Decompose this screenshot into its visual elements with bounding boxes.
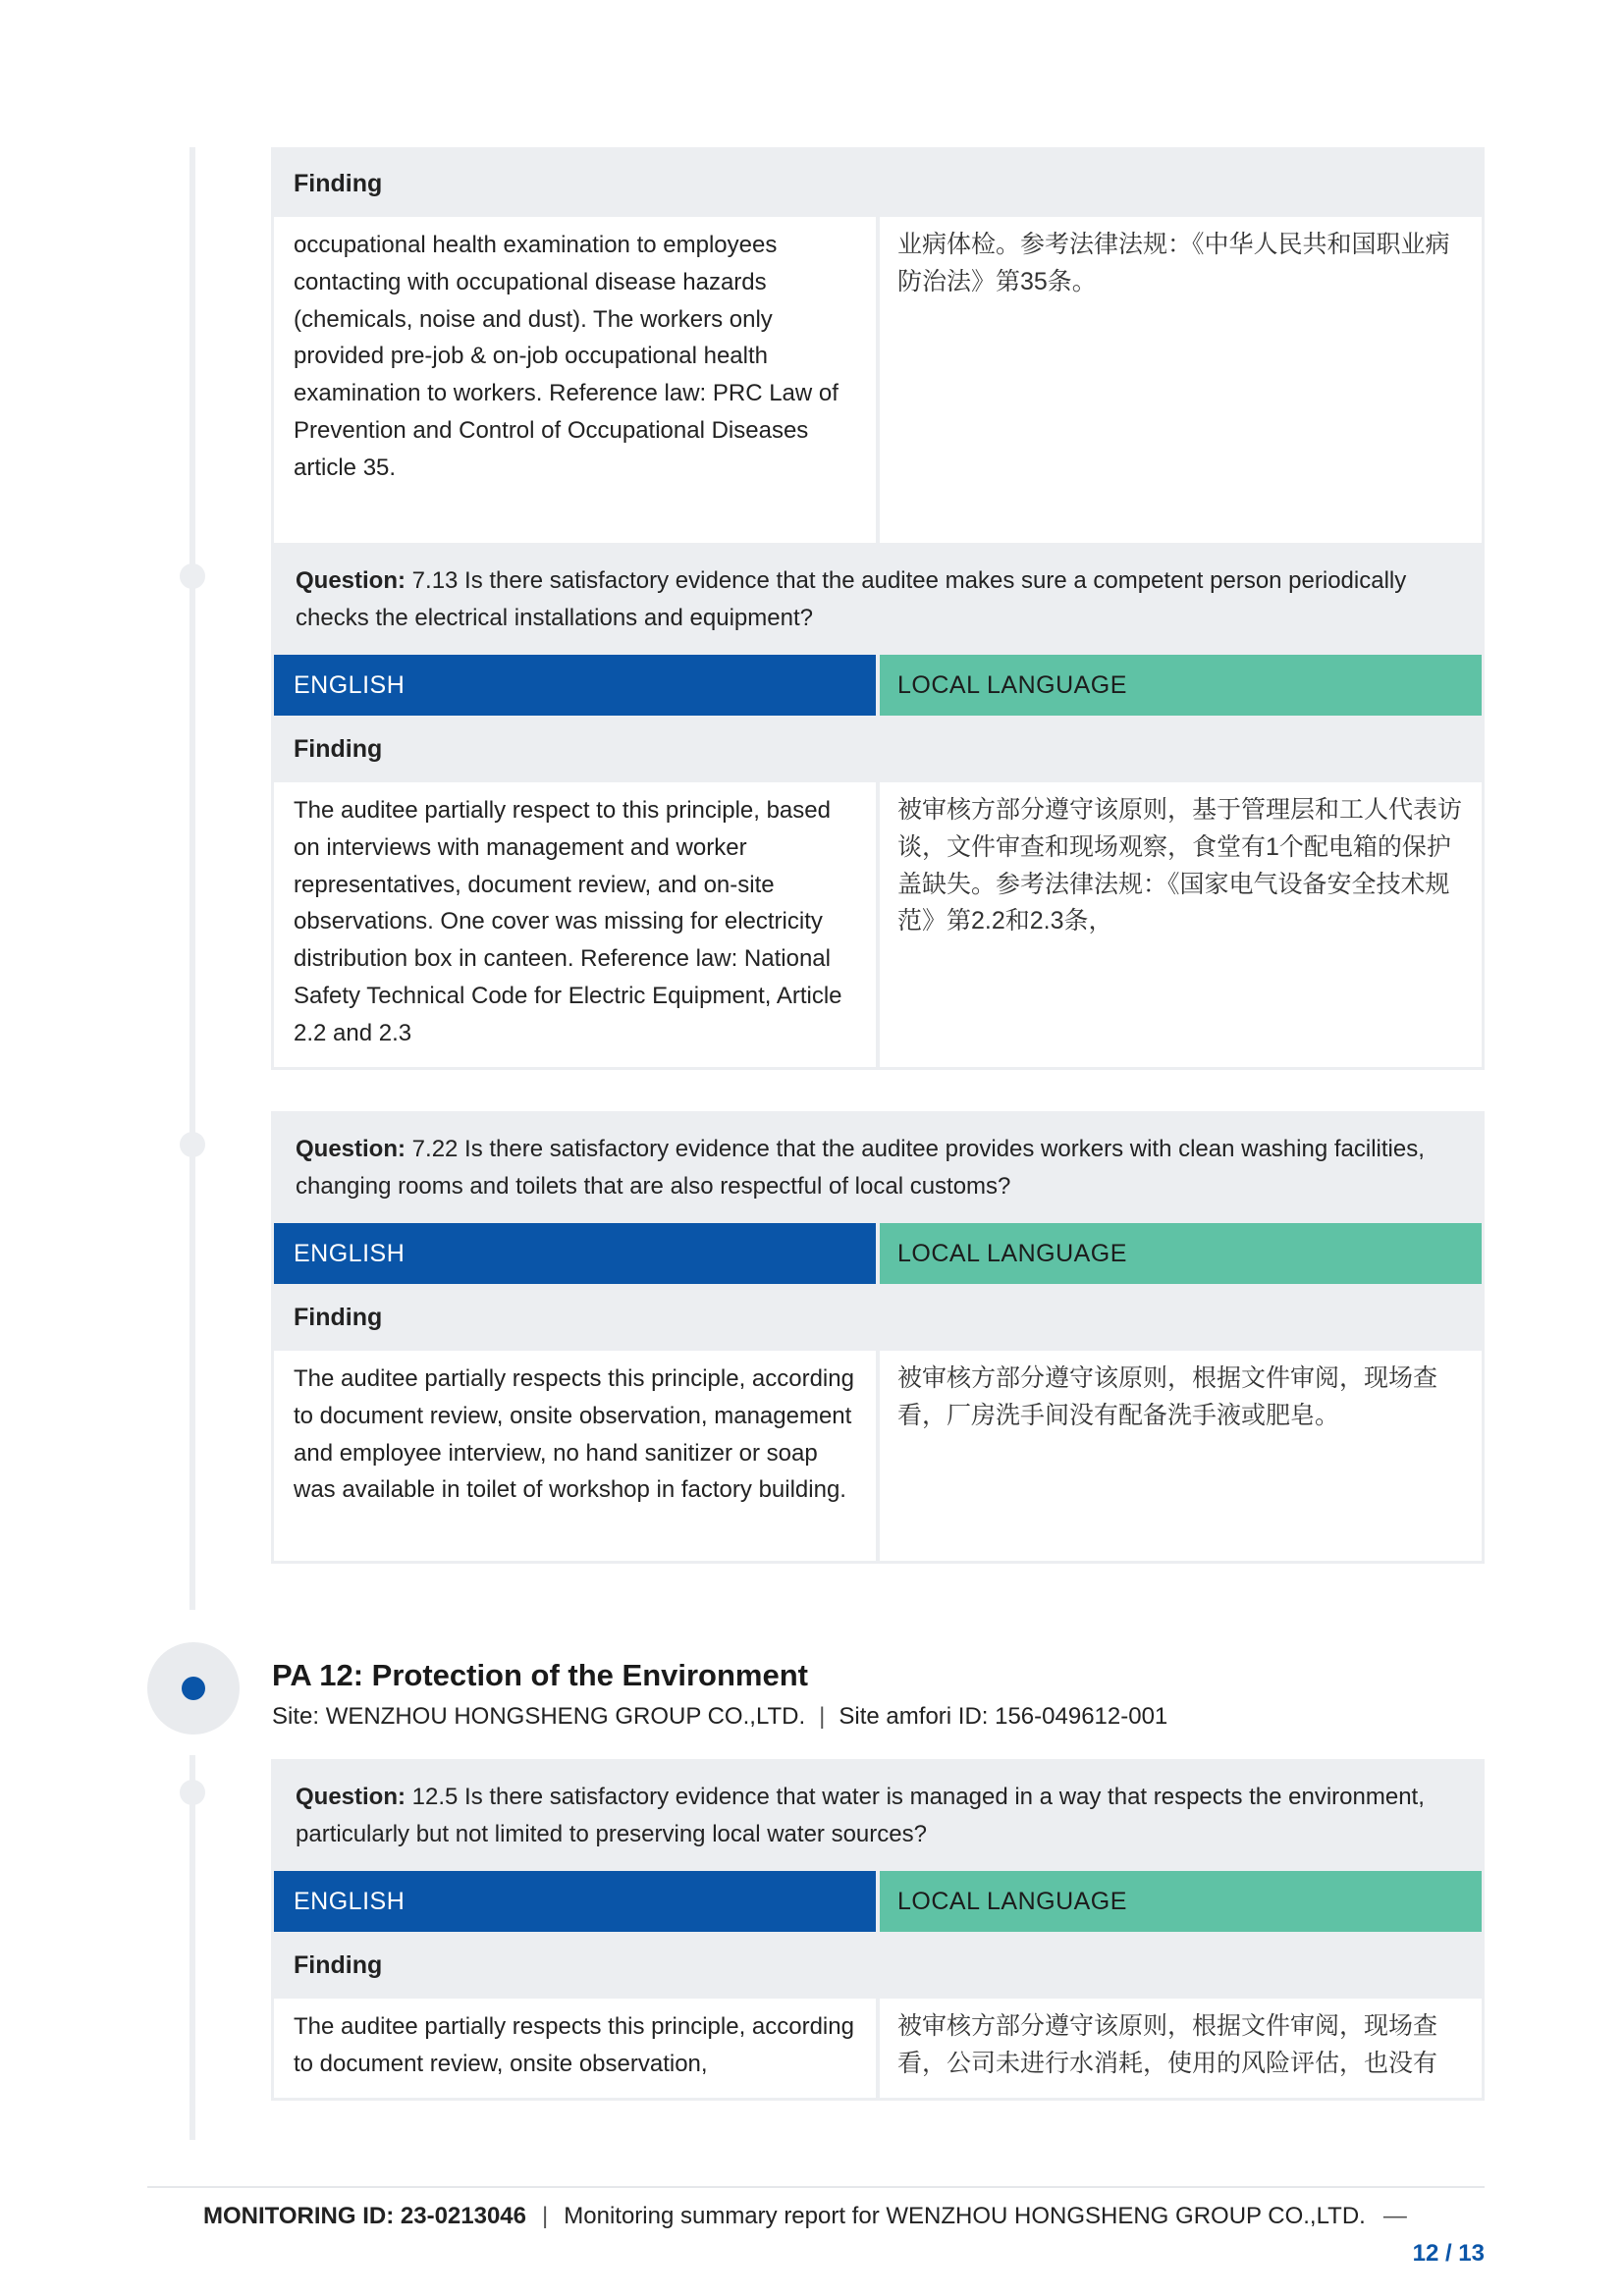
timeline-dot <box>180 1132 205 1157</box>
question-body: 7.13 Is there satisfactory evidence that the auditee makes sure a competent person periodically checks the electrical installations and equipment? <box>296 567 1407 631</box>
page-number: 12 / 13 <box>1412 2240 1485 2267</box>
question-block-7-22 <box>271 1111 1485 1564</box>
finding-english-text: occupational health examination to employees contacting with occupational disease hazards (chemicals, noise and dust). The workers only provided pre-job & on-job occupational health examination to workers. Reference law: PRC Law of Prevention and Control of Occupational Diseases article 35. <box>274 217 876 571</box>
report-title: Monitoring summary report for WENZHOU HONGSHENG GROUP CO.,LTD. <box>564 2203 1366 2229</box>
timeline-line-bottom <box>189 1755 195 2140</box>
finding-content-row <box>274 1351 1482 1561</box>
timeline-dot <box>180 1780 205 1805</box>
finding-content-row <box>274 217 1482 571</box>
local-language-header: LOCAL LANGUAGE <box>880 1223 1482 1284</box>
english-header: ENGLISH <box>274 1871 876 1932</box>
section-subtitle <box>272 1703 1167 1731</box>
finding-block-continued <box>271 147 1485 574</box>
footer <box>203 2203 1485 2230</box>
finding-english-text: The auditee partially respects this principle, according to document review, onsite observation, management and employee interview, no hand sanitizer or soap was available in toilet of workshop in factory building. <box>274 1351 876 1561</box>
finding-local-text: 被审核方部分遵守该原则，基于管理层和工人代表访谈，文件审查和现场观察，食堂有1个配电箱的保护盖缺失。参考法律法规：《国家电气设备安全技术规范》第2.2和2.3条， <box>880 782 1482 1067</box>
english-header: ENGLISH <box>274 655 876 716</box>
footer-separator: | <box>542 2203 549 2229</box>
finding-label: Finding <box>294 169 383 197</box>
question-prefix: Question: <box>296 567 406 594</box>
timeline-dot <box>180 563 205 589</box>
separator: | <box>819 1703 826 1730</box>
question-body: 7.22 Is there satisfactory evidence that the auditee provides workers with clean washing facilities, changing rooms and toilets that are also respectful of local customs? <box>296 1136 1425 1200</box>
question-text <box>274 1762 1482 1871</box>
language-header-row <box>274 1223 1482 1284</box>
site-name: Site: WENZHOU HONGSHENG GROUP CO.,LTD. <box>272 1703 806 1730</box>
footer-dash: — <box>1382 2203 1407 2229</box>
section-title: PA 12: Protection of the Environment <box>272 1658 808 1692</box>
question-text <box>274 546 1482 655</box>
question-block-7-13 <box>271 543 1485 1070</box>
language-header-row <box>274 1871 1482 1932</box>
language-header-row <box>274 655 1482 716</box>
timeline-line-top <box>189 147 195 1610</box>
section-marker <box>147 1642 240 1735</box>
finding-content-row <box>274 782 1482 1067</box>
english-header: ENGLISH <box>274 1223 876 1284</box>
finding-label: Finding <box>294 734 383 763</box>
monitoring-id: MONITORING ID: 23-0213046 <box>203 2203 527 2229</box>
finding-content-row <box>274 1999 1482 2098</box>
site-amfori-id: Site amfori ID: 156-049612-001 <box>839 1703 1168 1730</box>
finding-local-text: 被审核方部分遵守该原则，根据文件审阅，现场查看，厂房洗手间没有配备洗手液或肥皂。 <box>880 1351 1482 1561</box>
question-block-12-5 <box>271 1759 1485 2101</box>
question-prefix: Question: <box>296 1136 406 1162</box>
finding-english-text: The auditee partially respects this principle, according to document review, onsite observation, <box>274 1999 876 2098</box>
question-prefix: Question: <box>296 1784 406 1810</box>
finding-label: Finding <box>294 1950 383 1979</box>
local-language-header: LOCAL LANGUAGE <box>880 1871 1482 1932</box>
finding-local-text: 业病体检。参考法律法规：《中华人民共和国职业病防治法》第35条。 <box>880 217 1482 571</box>
local-language-header: LOCAL LANGUAGE <box>880 655 1482 716</box>
footer-divider <box>147 2186 1485 2188</box>
finding-label: Finding <box>294 1303 383 1331</box>
section-marker-dot <box>182 1677 205 1700</box>
finding-english-text: The auditee partially respect to this principle, based on interviews with management and worker representatives, document review, and on-site observations. One cover was missing for electricity distribution box in canteen. Reference law: National Safety Technical Code for Electric Equipment, Article 2.2 and 2.3 <box>274 782 876 1067</box>
finding-local-text: 被审核方部分遵守该原则，根据文件审阅，现场查看，公司未进行水消耗，使用的风险评估，也没有 <box>880 1999 1482 2098</box>
question-text <box>274 1114 1482 1223</box>
question-body: 12.5 Is there satisfactory evidence that water is managed in a way that respects the environment, particularly but not limited to preserving local water sources? <box>296 1784 1425 1847</box>
